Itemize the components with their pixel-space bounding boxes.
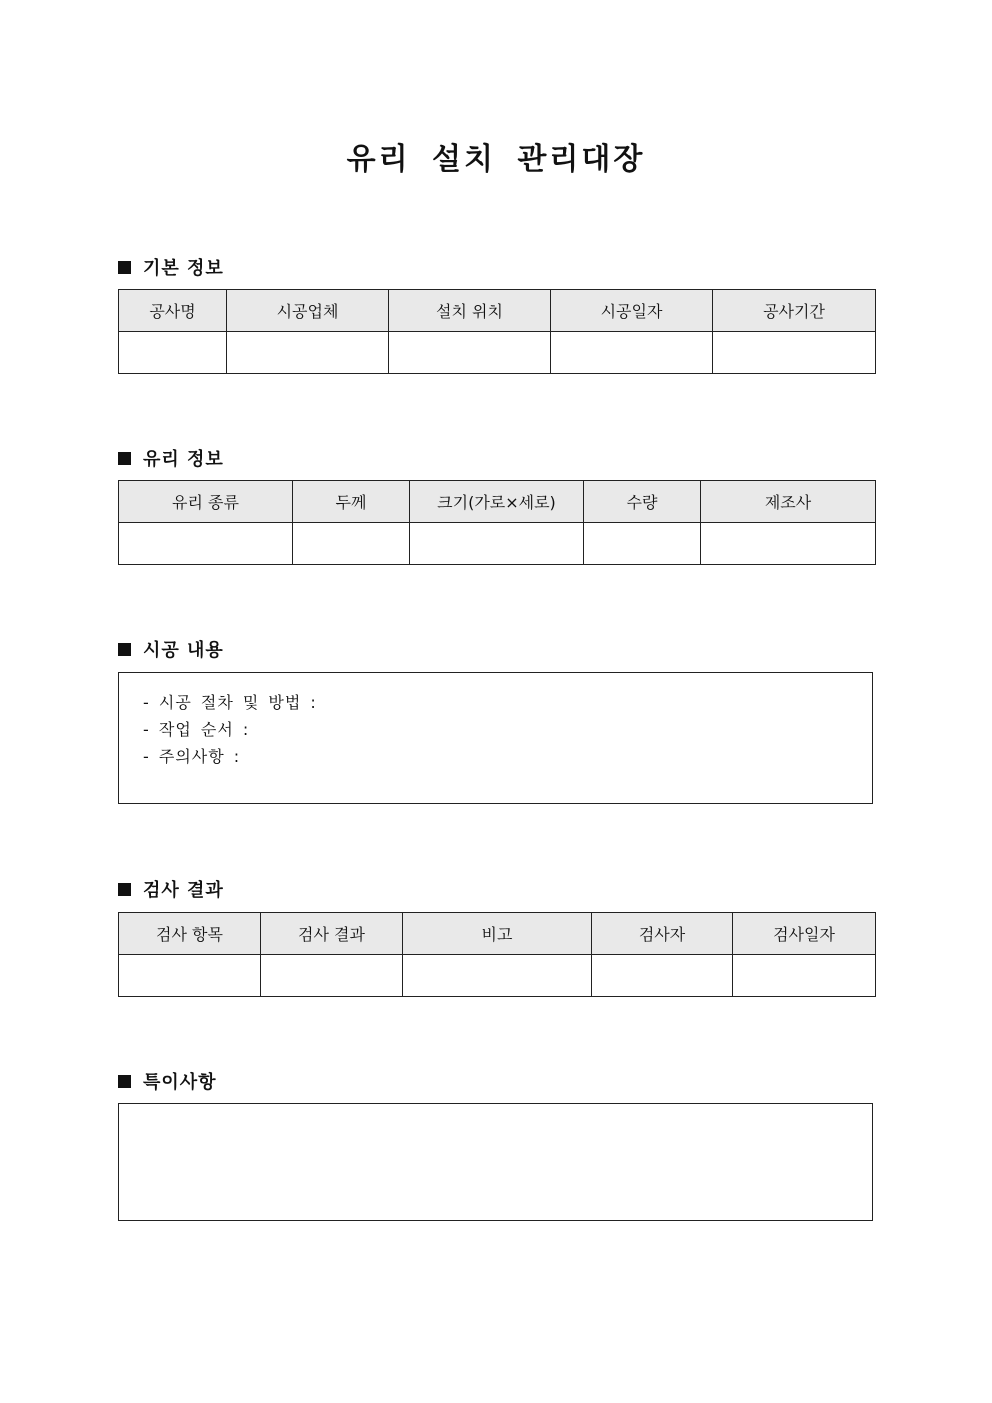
remarks-box[interactable] (118, 1103, 873, 1221)
inspection-table (118, 912, 876, 997)
construction-content-box[interactable] (118, 672, 873, 804)
section-heading-label: 기본 정보 (143, 258, 224, 279)
header-cell: 설치 위치 (389, 290, 551, 332)
section-heading-label: 유리 정보 (143, 449, 224, 470)
header-cell: 검사 항목 (119, 913, 261, 955)
input-cell[interactable] (584, 523, 701, 565)
square-bullet-icon (118, 1075, 131, 1088)
table-header-row (119, 913, 876, 955)
header-cell: 검사일자 (733, 913, 876, 955)
header-cell: 두께 (293, 481, 410, 523)
table-row (119, 955, 876, 997)
input-cell[interactable] (403, 955, 592, 997)
square-bullet-icon (118, 452, 131, 465)
section-heading-label: 검사 결과 (143, 880, 224, 901)
input-cell[interactable] (551, 332, 713, 374)
header-cell: 크기(가로×세로) (410, 481, 584, 523)
table-header-row (119, 290, 876, 332)
header-cell: 시공업체 (227, 290, 389, 332)
section-heading-inspection (118, 876, 224, 902)
section-heading-basic (118, 254, 224, 280)
input-cell[interactable] (592, 955, 733, 997)
input-cell[interactable] (293, 523, 410, 565)
input-cell[interactable] (119, 523, 293, 565)
header-cell: 수량 (584, 481, 701, 523)
square-bullet-icon (118, 883, 131, 896)
header-cell: 공사명 (119, 290, 227, 332)
header-cell: 제조사 (701, 481, 876, 523)
table-header-row (119, 481, 876, 523)
content-line: - 작업 순서 : (143, 720, 250, 739)
header-cell: 시공일자 (551, 290, 713, 332)
document-title: 유리 설치 관리대장 (346, 142, 646, 177)
table-row (119, 332, 876, 374)
input-cell[interactable] (701, 523, 876, 565)
input-cell[interactable] (119, 332, 227, 374)
section-heading-label: 특이사항 (143, 1072, 217, 1093)
square-bullet-icon (118, 643, 131, 656)
input-cell[interactable] (119, 955, 261, 997)
header-cell: 비고 (403, 913, 592, 955)
input-cell[interactable] (389, 332, 551, 374)
section-heading-label: 시공 내용 (143, 640, 224, 661)
square-bullet-icon (118, 261, 131, 274)
header-cell: 공사기간 (713, 290, 876, 332)
input-cell[interactable] (261, 955, 403, 997)
input-cell[interactable] (227, 332, 389, 374)
content-line: - 주의사항 : (143, 747, 241, 766)
input-cell[interactable] (713, 332, 876, 374)
header-cell: 유리 종류 (119, 481, 293, 523)
input-cell[interactable] (410, 523, 584, 565)
table-row (119, 523, 876, 565)
section-heading-construction (118, 636, 224, 662)
glass-info-table (118, 480, 876, 565)
basic-info-table (118, 289, 876, 374)
header-cell: 검사 결과 (261, 913, 403, 955)
section-heading-remarks (118, 1068, 217, 1094)
content-line: - 시공 절차 및 방법 : (143, 693, 317, 712)
input-cell[interactable] (733, 955, 876, 997)
section-heading-glass (118, 445, 224, 471)
header-cell: 검사자 (592, 913, 733, 955)
